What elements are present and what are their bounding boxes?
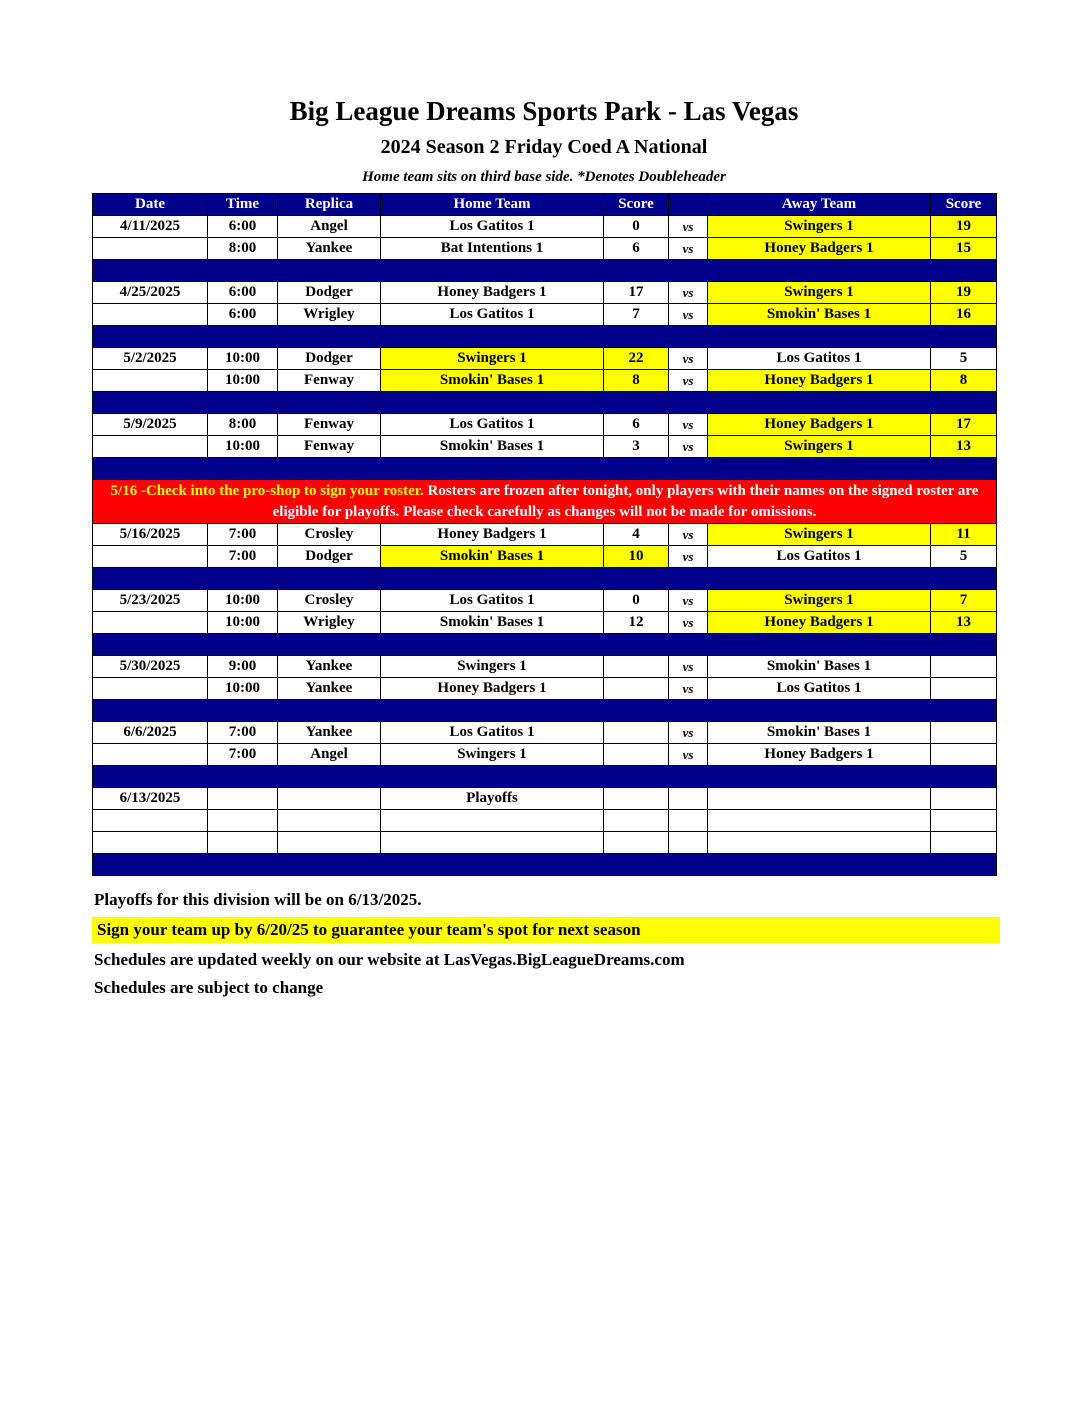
away-score-cell [931,722,997,744]
page-title: Big League Dreams Sports Park - Las Vegas [289,96,799,126]
away-team-cell: Swingers 1 [708,216,931,238]
time-cell: 8:00 [208,414,278,436]
away-score-cell [931,810,997,832]
away-team-cell: Swingers 1 [708,436,931,458]
vs-cell: vs [669,722,708,744]
home-team-cell: Los Gatitos 1 [381,590,604,612]
date-cell [93,436,208,458]
header-cell-time-1: Time [208,194,278,216]
away-score-cell: 7 [931,590,997,612]
table-row [93,744,997,766]
separator-row [93,568,997,590]
vs-cell: vs [669,678,708,700]
date-cell: 5/23/2025 [93,590,208,612]
home-team-cell: Smokin' Bases 1 [381,436,604,458]
home-score-cell: 0 [604,590,669,612]
replica-cell: Wrigley [278,612,381,634]
home-team-cell [381,832,604,854]
away-score-cell: 5 [931,546,997,568]
vs-cell: vs [669,590,708,612]
table-row [93,348,997,370]
separator-row [93,392,997,414]
away-score-cell: 17 [931,414,997,436]
home-team-cell: Honey Badgers 1 [381,524,604,546]
schedule-body [93,216,997,876]
date-cell [93,832,208,854]
replica-cell: Angel [278,744,381,766]
roster-banner [93,480,997,524]
replica-cell [278,788,381,810]
separator-cell [93,634,997,656]
table-row [93,788,997,810]
vs-cell: vs [669,414,708,436]
separator-row [93,854,997,876]
away-team-cell [708,788,931,810]
table-row [93,282,997,304]
home-team-cell [381,810,604,832]
separator-cell [93,700,997,722]
time-cell [208,788,278,810]
home-team-cell: Playoffs [381,788,604,810]
header-cell-vs [669,194,708,216]
date-cell: 6/6/2025 [93,722,208,744]
time-cell: 10:00 [208,436,278,458]
replica-cell: Yankee [278,678,381,700]
banner-row [93,480,997,524]
away-score-cell: 19 [931,216,997,238]
table-row [93,612,997,634]
playoffs-note: Playoffs for this division will be on 6/13/2025. [94,890,422,909]
replica-cell: Dodger [278,546,381,568]
vs-cell: vs [669,304,708,326]
away-team-cell: Smokin' Bases 1 [708,656,931,678]
table-row [93,370,997,392]
separator-cell [93,392,997,414]
home-team-cell: Swingers 1 [381,744,604,766]
date-cell: 5/30/2025 [93,656,208,678]
home-team-cell: Los Gatitos 1 [381,216,604,238]
time-cell: 7:00 [208,722,278,744]
time-cell [208,832,278,854]
table-row [93,524,997,546]
vs-cell [669,832,708,854]
replica-cell: Angel [278,216,381,238]
away-team-cell: Honey Badgers 1 [708,612,931,634]
replica-cell: Crosley [278,590,381,612]
signup-note: Sign your team up by 6/20/25 to guarantee your team's spot for next season [92,917,1000,943]
separator-row [93,634,997,656]
away-score-cell: 5 [931,348,997,370]
separator-cell [93,326,997,348]
time-cell: 7:00 [208,524,278,546]
table-row [93,722,997,744]
home-score-cell: 4 [604,524,669,546]
table-row [93,436,997,458]
replica-cell: Yankee [278,722,381,744]
table-row [93,304,997,326]
vs-cell: vs [669,282,708,304]
header-cell-date-0: Date [93,194,208,216]
replica-cell: Dodger [278,348,381,370]
home-score-cell: 6 [604,414,669,436]
time-cell: 6:00 [208,282,278,304]
table-row [93,414,997,436]
home-score-cell: 10 [604,546,669,568]
home-score-cell: 3 [604,436,669,458]
separator-cell [93,568,997,590]
table-row [93,238,997,260]
time-cell: 10:00 [208,370,278,392]
separator-cell [93,458,997,480]
replica-cell: Dodger [278,282,381,304]
table-row [93,590,997,612]
replica-cell: Crosley [278,524,381,546]
time-cell: 7:00 [208,546,278,568]
away-score-cell: 19 [931,282,997,304]
separator-row [93,700,997,722]
date-cell [93,546,208,568]
away-team-cell: Los Gatitos 1 [708,678,931,700]
home-team-cell: Smokin' Bases 1 [381,546,604,568]
vs-cell: vs [669,524,708,546]
replica-cell: Wrigley [278,304,381,326]
away-score-cell: 13 [931,612,997,634]
away-team-cell: Honey Badgers 1 [708,414,931,436]
time-cell: 10:00 [208,348,278,370]
replica-cell [278,832,381,854]
vs-cell: vs [669,546,708,568]
date-cell: 5/2/2025 [93,348,208,370]
replica-cell: Yankee [278,238,381,260]
home-team-cell: Los Gatitos 1 [381,414,604,436]
roster-banner-highlight: 5/16 -Check into the pro-shop to sign your roster. [110,482,424,499]
separator-row [93,260,997,282]
away-score-cell [931,744,997,766]
date-cell: 5/16/2025 [93,524,208,546]
website-note: Schedules are updated weekly on our website at LasVegas.BigLeagueDreams.com [94,950,685,969]
home-team-cell: Honey Badgers 1 [381,282,604,304]
header-cell-away-team-6: Away Team [708,194,931,216]
separator-cell [93,854,997,876]
home-score-cell [604,656,669,678]
header-row [93,194,997,216]
time-cell [208,810,278,832]
table-row [93,832,997,854]
footer [92,889,1000,999]
page-subtitle: 2024 Season 2 Friday Coed A National [380,136,708,158]
home-team-cell: Swingers 1 [381,348,604,370]
table-row [93,810,997,832]
separator-cell [93,260,997,282]
replica-cell: Fenway [278,436,381,458]
header-cell-score-4: Score [604,194,669,216]
away-team-cell: Smokin' Bases 1 [708,304,931,326]
home-score-cell [604,678,669,700]
vs-cell: vs [669,744,708,766]
away-team-cell: Los Gatitos 1 [708,348,931,370]
time-cell: 9:00 [208,656,278,678]
home-score-cell [604,722,669,744]
table-row [93,216,997,238]
away-score-cell: 13 [931,436,997,458]
time-cell: 8:00 [208,238,278,260]
away-team-cell [708,832,931,854]
home-score-cell: 8 [604,370,669,392]
home-score-cell [604,810,669,832]
away-team-cell [708,810,931,832]
away-team-cell: Los Gatitos 1 [708,546,931,568]
date-cell: 4/25/2025 [93,282,208,304]
away-team-cell: Swingers 1 [708,524,931,546]
vs-cell [669,810,708,832]
home-team-cell: Los Gatitos 1 [381,722,604,744]
date-cell: 5/9/2025 [93,414,208,436]
home-team-cell: Smokin' Bases 1 [381,612,604,634]
away-score-cell: 8 [931,370,997,392]
away-team-cell: Honey Badgers 1 [708,370,931,392]
table-row [93,546,997,568]
time-cell: 6:00 [208,304,278,326]
home-score-cell: 17 [604,282,669,304]
date-cell [93,744,208,766]
roster-banner-rest: Rosters are frozen after tonight, only players with their names on the signed roster are eligible for playoffs. Please check carefully as changes will not be made for omissions. [272,482,979,520]
home-team-cell: Bat Intentions 1 [381,238,604,260]
away-team-cell: Honey Badgers 1 [708,238,931,260]
away-team-cell: Smokin' Bases 1 [708,722,931,744]
away-score-cell: 11 [931,524,997,546]
header-cell-replica-2: Replica [278,194,381,216]
replica-cell [278,810,381,832]
vs-cell: vs [669,348,708,370]
away-team-cell: Honey Badgers 1 [708,744,931,766]
table-row [93,678,997,700]
away-score-cell [931,832,997,854]
date-cell [93,304,208,326]
home-score-cell: 0 [604,216,669,238]
vs-cell: vs [669,436,708,458]
home-score-cell [604,832,669,854]
replica-cell: Yankee [278,656,381,678]
time-cell: 7:00 [208,744,278,766]
away-score-cell [931,788,997,810]
date-cell [93,678,208,700]
vs-cell: vs [669,238,708,260]
separator-row [93,326,997,348]
away-score-cell [931,656,997,678]
date-cell [93,238,208,260]
home-score-cell: 6 [604,238,669,260]
separator-row [93,458,997,480]
home-team-cell: Smokin' Bases 1 [381,370,604,392]
separator-cell [93,766,997,788]
date-cell [93,810,208,832]
away-team-cell: Swingers 1 [708,282,931,304]
home-score-cell [604,788,669,810]
vs-cell [669,788,708,810]
away-team-cell: Swingers 1 [708,590,931,612]
table-row [93,656,997,678]
away-score-cell: 15 [931,238,997,260]
header-cell-home-team-3: Home Team [381,194,604,216]
vs-cell: vs [669,216,708,238]
home-score-cell: 7 [604,304,669,326]
replica-cell: Fenway [278,414,381,436]
home-score-cell: 22 [604,348,669,370]
vs-cell: vs [669,370,708,392]
date-cell [93,612,208,634]
schedule-table [92,193,997,876]
home-team-note: Home team sits on third base side. *Denotes Doubleheader [362,169,726,185]
time-cell: 10:00 [208,612,278,634]
away-score-cell [931,678,997,700]
time-cell: 10:00 [208,678,278,700]
separator-row [93,766,997,788]
vs-cell: vs [669,656,708,678]
home-score-cell: 12 [604,612,669,634]
away-score-cell: 16 [931,304,997,326]
home-team-cell: Los Gatitos 1 [381,304,604,326]
time-cell: 10:00 [208,590,278,612]
home-team-cell: Honey Badgers 1 [381,678,604,700]
time-cell: 6:00 [208,216,278,238]
date-cell: 4/11/2025 [93,216,208,238]
home-score-cell [604,744,669,766]
date-cell [93,370,208,392]
home-team-cell: Swingers 1 [381,656,604,678]
vs-cell: vs [669,612,708,634]
replica-cell: Fenway [278,370,381,392]
subject-to-change-note: Schedules are subject to change [94,978,324,997]
date-cell: 6/13/2025 [93,788,208,810]
header-cell-score-7: Score [931,194,997,216]
